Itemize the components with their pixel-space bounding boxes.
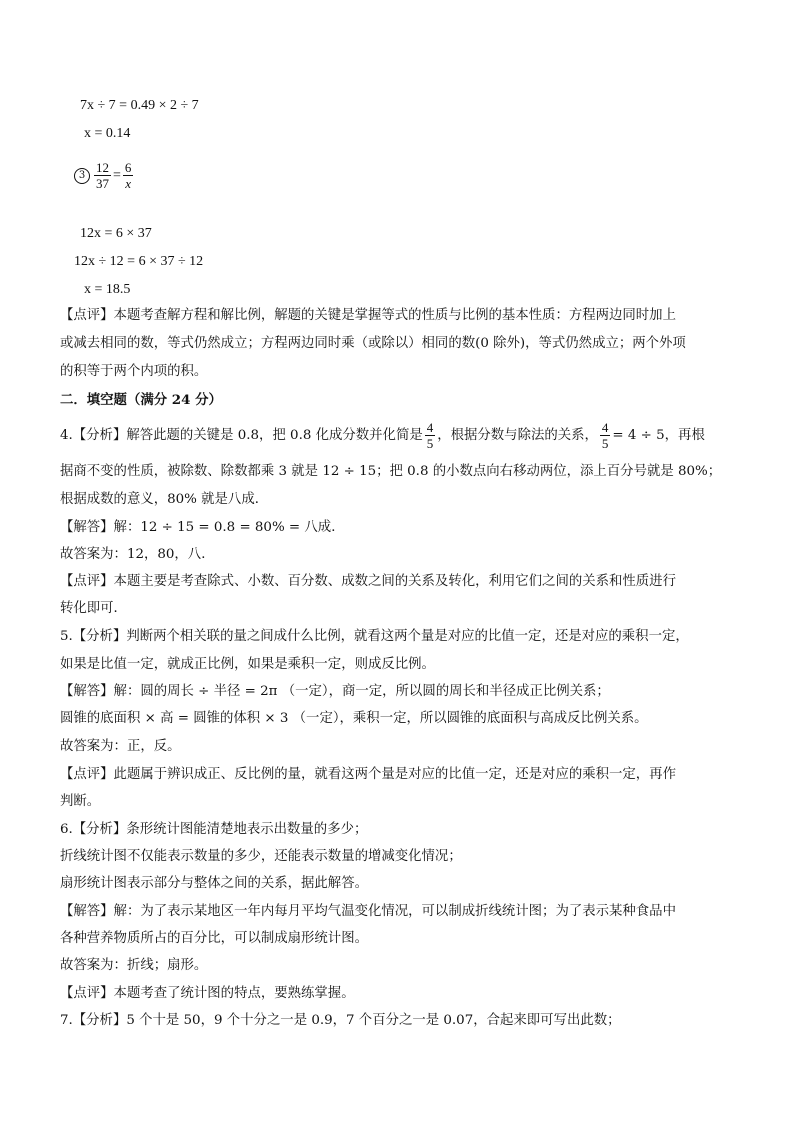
q4-comment: 转化即可． [60,601,127,616]
equation-step: 7x ÷ 7 = 0.49 × 2 ÷ 7 [80,98,199,113]
q5-answer: 圆锥的底面积 × 高 = 圆锥的体积 × 3 （一定），乘积一定，所以圆锥的底面积与高成反比例关系。 [60,711,648,726]
fraction: $\frac{4}{5}$ [426,420,434,451]
equation-step: x = 18.5 [84,282,131,297]
q5-analysis-line: 如果是比值一定，就成正比例，如果是乘积一定，则成反比例。 [60,657,435,672]
q4-analysis-line: 4.【分析】解答此题的关键是 0.8，把 0.8 化成分数并化简是 $\frac{4}{5}$ ，根据分数与除法的关系， $\frac{4}{5}$ = 4 ÷ 5，再根 [60,420,705,451]
q6-analysis-line: 6.【分析】条形统计图能清楚地表示出数量的多少； [60,822,368,837]
q5-analysis-line: 5.【分析】判断两个相关联的量之间成什么比例，就看这两个量是对应的比值一定，还是对应的乘积一定， [60,629,689,644]
equation-step: 12x = 6 × 37 [80,226,152,241]
q6-analysis-line: 折线统计图不仅能表示数量的多少，还能表示数量的增减变化情况； [60,849,462,864]
equation-step: 12x ÷ 12 = 6 × 37 ÷ 12 [74,254,204,269]
equation-step: x = 0.14 [84,126,131,141]
q5-comment: 判断。 [60,794,101,809]
fraction: $\frac{4}{5}$ [601,420,609,451]
q6-analysis-line: 扇形统计图表示部分与整体之间的关系，据此解答。 [60,876,368,891]
q6-answer: 【解答】解：为了表示某地区一年内每月平均气温变化情况，可以制成折线统计图；为了表示某种食品中 [60,904,676,919]
proportion-equation: 3 $\frac{12}{37}$ = $\frac{6}{x}$ [74,158,754,194]
fraction: $\frac{6}{x}$ [124,160,132,191]
q5-final-answer: 故答案为：正，反。 [60,739,181,754]
section-title: 二．填空题（满分 24 分） [60,392,222,408]
q4-analysis-line: 据商不变的性质，被除数、除数都乘 3 就是 12 ÷ 15；把 0.8 的小数点向右移动两位，添上百分号就是 80%； [60,464,722,479]
q6-final-answer: 故答案为：折线；扇形。 [60,958,208,973]
comment-line: 的积等于两个内项的积。 [60,364,208,379]
comment-line: 【点评】本题考查解方程和解比例，解题的关键是掌握等式的性质与比例的基本性质：方程两边同时加上 [60,308,676,323]
q4-final-answer: 故答案为：12，80，八． [60,547,215,562]
comment-line: 或减去相同的数，等式仍然成立；方程两边同时乘（或除以）相同的数(0 除外)，等式仍然成立；两个外项 [60,336,686,351]
q7-analysis-line: 7.【分析】5 个十是 50，9 个十分之一是 0.9，7 个百分之一是 0.07，合起来即可写出此数； [60,1013,621,1028]
q6-answer: 各种营养物质所占的百分比，可以制成扇形统计图。 [60,931,368,946]
q4-answer: 【解答】解：12 ÷ 15 = 0.8 = 80% = 八成． [60,520,345,535]
q5-answer: 【解答】解：圆的周长 ÷ 半径 = 2π （一定），商一定，所以圆的周长和半径成正比例关系； [60,684,610,699]
q4-analysis-line: 根据成数的意义，80% 就是八成． [60,492,269,507]
q4-comment: 【点评】本题主要是考查除式、小数、百分数、成数之间的关系及转化，利用它们之间的关系和性质进行 [60,574,676,589]
circled-number: 3 [74,168,90,184]
fraction: $\frac{12}{37}$ [96,160,109,191]
q5-comment: 【点评】此题属于辨识成正、反比例的量，就看这两个量是对应的比值一定，还是对应的乘积一定，再作 [60,767,676,782]
q6-comment: 【点评】本题考查了统计图的特点，要熟练掌握。 [60,986,355,1001]
